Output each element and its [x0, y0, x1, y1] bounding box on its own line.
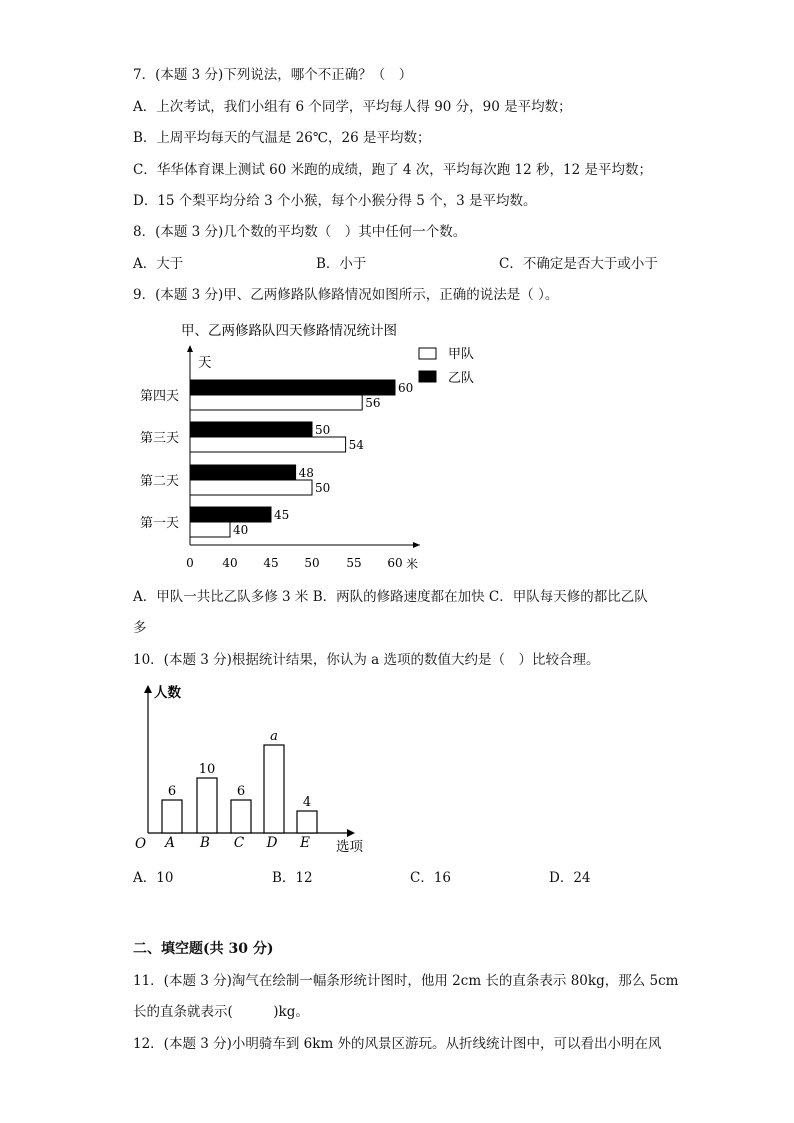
chart2-y-axis-label: 人数	[154, 685, 181, 701]
bar-jia-value-label: 56	[365, 396, 381, 410]
q10-stem: 10．(本题 3 分)根据统计结果，你认为 a 选项的数值大约是（ ）比较合理。	[133, 652, 600, 668]
q10-option-d: D．24	[549, 870, 591, 886]
bar-value-label: 10	[198, 762, 216, 777]
chart2-y-axis-arrow	[144, 685, 152, 693]
bar-yi-value-label: 60	[398, 381, 414, 395]
bar-option-a	[162, 800, 182, 833]
chart1-x-tick-label: 60	[387, 556, 403, 570]
bar-jia	[190, 437, 346, 452]
chart2-category-label: A	[165, 835, 175, 851]
q10-option-b: B．12	[272, 870, 313, 886]
q8-option-a: A．大于	[133, 256, 184, 272]
q7-option-c: C．华华体育课上测试 60 米跑的成绩，跑了 4 次，平均每次跑 12 秒，12 是平均数；	[133, 162, 652, 178]
chart1-category-label: 第二天	[140, 474, 180, 489]
q9-stem: 9．(本题 3 分)甲、乙两修路队修路情况如图所示，正确的说法是（ ）。	[133, 287, 559, 303]
chart1-x-tick-label: 45	[263, 556, 279, 570]
bar-yi-value-label: 50	[315, 423, 331, 437]
chart1-category-label: 第一天	[140, 516, 180, 531]
q8-option-b: B．小于	[316, 256, 367, 272]
bar-value-label: a	[270, 729, 278, 744]
q10-option-a: A．10	[133, 870, 174, 886]
q9-options-continued: 多	[133, 620, 147, 636]
legend-label-jia: 甲队	[448, 347, 475, 362]
chart1-title: 甲、乙两修路队四天修路情况统计图	[181, 323, 397, 339]
bar-yi	[190, 507, 271, 522]
chart1-x-tick-label: 0	[186, 556, 194, 570]
bar-jia-value-label: 40	[233, 523, 249, 537]
options-bar-chart	[130, 680, 380, 860]
chart1-tick-labels	[186, 556, 402, 570]
q12-text-line1: 12．(本题 3 分)小明骑车到 6km 外的风景区游玩。从折线统计图中，可以看出小明在风	[133, 1036, 662, 1052]
q10-option-c: C．16	[410, 870, 452, 886]
chart1-y-axis-arrow	[187, 345, 193, 352]
q11-text-line1: 11．(本题 3 分)淘气在绘制一幅条形统计图时，他用 2cm 长的直条表示 80kg，那么 5cm	[133, 973, 679, 989]
bar-yi	[190, 465, 296, 480]
bar-option-e	[297, 811, 317, 833]
q7-option-d: D．15 个梨平均分给 3 个小猴，每个小猴分得 5 个，3 是平均数。	[133, 193, 537, 209]
legend-swatch-jia	[419, 348, 436, 359]
chart1-legend	[419, 347, 474, 386]
bar-option-c	[231, 800, 251, 833]
bar-jia	[190, 480, 312, 495]
bar-yi-value-label: 48	[298, 466, 314, 480]
road-work-bar-chart	[130, 315, 475, 577]
section2-heading: 二、填空题(共 30 分)	[133, 941, 274, 957]
q8-option-c: C．不确定是否大于或小于	[499, 256, 658, 272]
chart1-x-tick-label: 50	[304, 556, 320, 570]
bar-yi	[190, 380, 395, 395]
legend-label-yi: 乙队	[448, 371, 475, 386]
chart2-category-label: B	[200, 835, 210, 851]
bar-yi	[190, 422, 312, 437]
q9-options: A．甲队一共比乙队多修 3 米 B．两队的修路速度都在加快 C．甲队每天修的都比乙队	[133, 589, 648, 605]
bar-value-label: 6	[167, 784, 177, 799]
q7-option-b: B．上周平均每天的气温是 26℃，26 是平均数；	[133, 130, 431, 146]
bar-jia-value-label: 54	[348, 438, 364, 452]
q11-text-line2: 长的直条就表示( )kg。	[133, 1004, 309, 1020]
chart1-category-labels	[140, 389, 179, 531]
bar-value-label: 4	[302, 795, 312, 810]
bar-jia	[190, 522, 230, 537]
chart1-x-axis-arrow	[413, 542, 420, 548]
chart1-bars	[190, 380, 413, 537]
bar-jia	[190, 395, 362, 410]
legend-swatch-yi	[419, 371, 436, 382]
chart1-y-axis-label: 天	[198, 355, 212, 371]
q7-option-a: A．上次考试，我们小组有 6 个同学，平均每人得 90 分，90 是平均数；	[133, 99, 572, 115]
chart2-category-label: E	[300, 835, 310, 851]
chart2-origin-label: O	[135, 836, 147, 852]
chart1-x-tick-label: 55	[346, 556, 362, 570]
chart2-category-label: C	[233, 835, 245, 851]
chart2-x-axis-label: 选项	[336, 839, 363, 855]
chart1-category-label: 第三天	[140, 431, 180, 446]
bar-value-label: 6	[236, 784, 246, 799]
q8-stem: 8．(本题 3 分)几个数的平均数（ ）其中任何一个数。	[133, 224, 467, 240]
bar-jia-value-label: 50	[315, 481, 331, 495]
chart1-x-tick-label: 40	[222, 556, 238, 570]
chart1-category-label: 第四天	[140, 389, 180, 404]
chart2-x-axis-arrow	[347, 829, 355, 837]
bar-option-b	[197, 778, 217, 833]
bar-yi-value-label: 45	[274, 508, 290, 522]
q7-stem: 7．(本题 3 分)下列说法，哪个不正确？（ ）	[133, 67, 413, 83]
chart1-x-axis-label: 米	[406, 557, 419, 571]
bar-option-d	[264, 745, 284, 833]
chart2-category-label: D	[266, 835, 278, 851]
